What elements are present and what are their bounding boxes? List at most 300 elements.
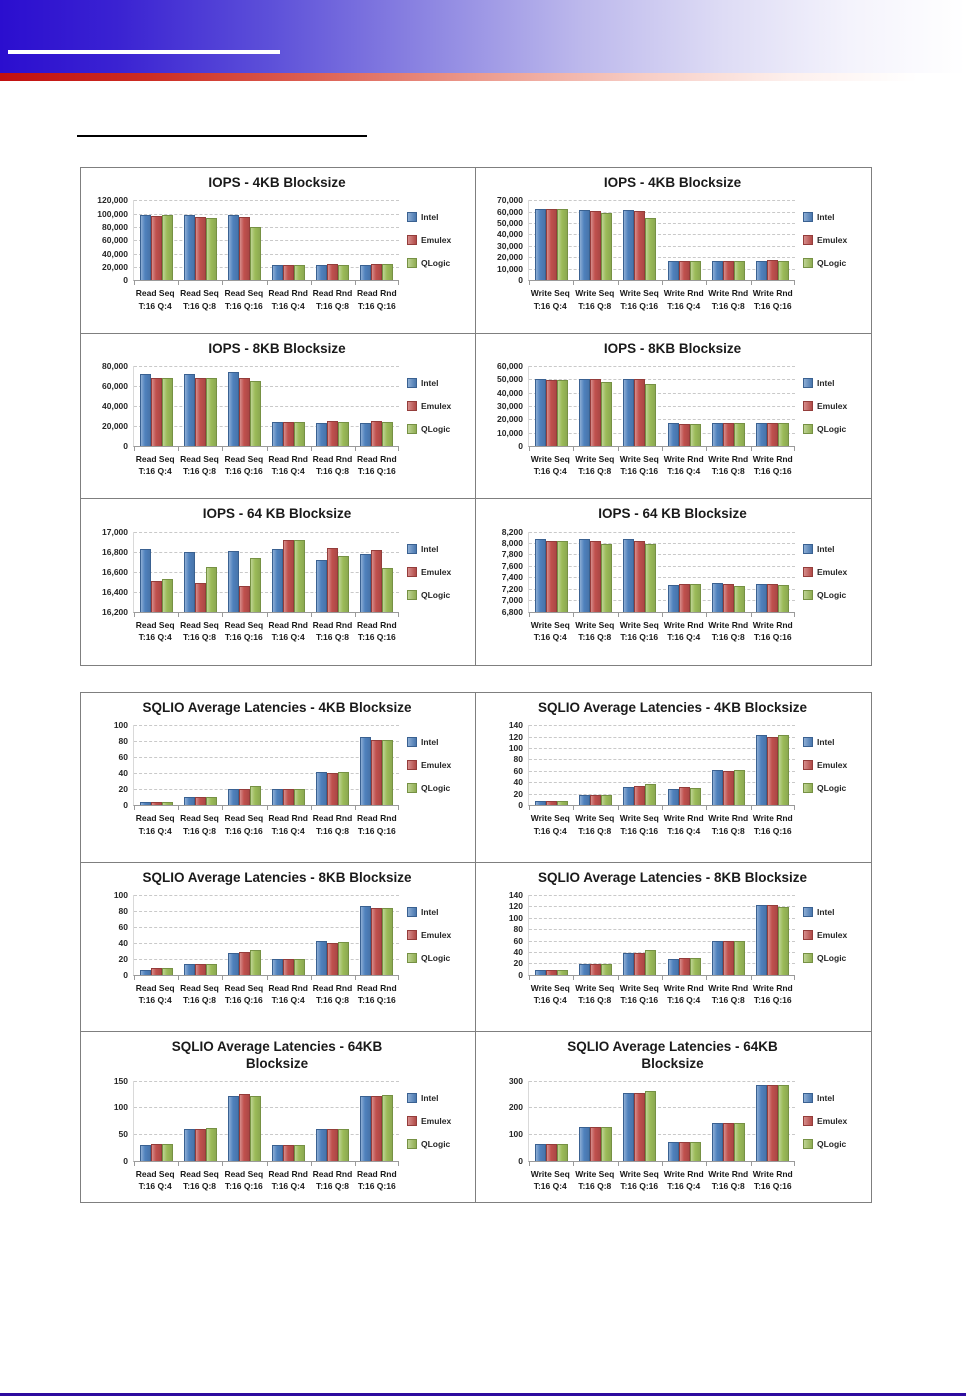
- bar-intel: [623, 379, 634, 445]
- bar-group: [222, 532, 266, 612]
- bar-group: [178, 895, 222, 975]
- chart-title-line: Blocksize: [641, 1055, 704, 1071]
- category-label-line1: Write Rnd: [708, 619, 749, 630]
- x-axis-tick: [355, 976, 356, 980]
- category-label-line1: Read Seq: [135, 453, 175, 464]
- category-label: [706, 287, 751, 312]
- legend-item: [803, 258, 867, 268]
- chart-title: [83, 341, 471, 357]
- category-label-line2: T:16 Q:16: [620, 300, 659, 311]
- legend: [795, 1081, 867, 1161]
- category-label-line2: T:16 Q:4: [533, 300, 567, 311]
- category-label: [266, 453, 310, 478]
- legend-item: [803, 401, 867, 411]
- x-axis-tick: [662, 806, 663, 810]
- x-axis-tick: [529, 976, 530, 980]
- y-tick-label: 60: [513, 935, 523, 946]
- chart-iops-64kb-write: [476, 499, 871, 665]
- x-axis-tick: [222, 1162, 223, 1166]
- chart-body: [83, 526, 471, 617]
- category-label-line1: Write Seq: [575, 1168, 615, 1179]
- legend-swatch-qlogic: [407, 590, 417, 600]
- x-axis-tick: [267, 613, 268, 617]
- x-axis-tick: [311, 1162, 312, 1166]
- bar-intel: [712, 423, 723, 446]
- bar-group: [618, 200, 662, 280]
- category-label-line2: T:16 Q:8: [711, 631, 745, 642]
- legend-label: QLogic: [421, 952, 451, 963]
- bar-group: [751, 366, 795, 446]
- legend-item: [803, 783, 867, 793]
- x-axis-tick: [398, 613, 399, 617]
- legend-swatch-emulex: [803, 235, 813, 245]
- category-label-line1: Read Rnd: [312, 982, 353, 993]
- bar-qlogic: [250, 558, 261, 612]
- bar-qlogic: [690, 958, 701, 975]
- bar-group: [706, 895, 750, 975]
- chart-title-line: IOPS - 8KB Blocksize: [603, 340, 742, 356]
- bar-group: [706, 200, 750, 280]
- y-tick-label: 0: [518, 800, 523, 811]
- category-label-line2: T:16 Q:8: [182, 1181, 217, 1192]
- bar-emulex: [239, 952, 250, 975]
- bar-intel: [228, 953, 239, 975]
- bar-group: [662, 200, 706, 280]
- bars: [529, 200, 795, 280]
- bar-qlogic: [645, 950, 656, 975]
- legend-swatch-intel: [803, 544, 813, 554]
- footer-rule: [0, 1393, 966, 1396]
- category-label: [310, 812, 354, 837]
- x-axis-tick: [355, 281, 356, 285]
- bar-qlogic: [250, 1096, 261, 1161]
- category-label-line1: Write Seq: [530, 288, 570, 299]
- bar-intel: [184, 1129, 195, 1161]
- legend-swatch-qlogic: [407, 1139, 417, 1149]
- bar-intel: [316, 265, 327, 281]
- bar-emulex: [371, 550, 382, 612]
- bar-intel: [184, 552, 195, 612]
- legend-item: [407, 235, 471, 245]
- bar-group: [267, 725, 311, 805]
- bar-intel: [579, 539, 590, 612]
- bar-qlogic: [206, 567, 217, 612]
- bar-emulex: [634, 953, 645, 975]
- bar-group: [706, 366, 750, 446]
- legend-label: Emulex: [421, 566, 452, 577]
- bar-intel: [668, 423, 679, 446]
- bar-group: [618, 366, 662, 446]
- bar-qlogic: [690, 1142, 701, 1161]
- legend-label: Emulex: [421, 400, 452, 411]
- bar-group: [222, 895, 266, 975]
- legend-swatch-qlogic: [803, 258, 813, 268]
- category-label: [751, 1168, 796, 1193]
- category-label-line1: Read Seq: [135, 619, 175, 630]
- category-label: [617, 287, 662, 312]
- legend-item: [407, 1116, 471, 1126]
- category-label-line2: T:16 Q:16: [620, 995, 659, 1006]
- category-label: [573, 619, 618, 644]
- bar-qlogic: [734, 423, 745, 446]
- bar-emulex: [679, 787, 690, 805]
- bar-group: [178, 366, 222, 446]
- y-tick-label: 0: [518, 440, 523, 451]
- category-label-line2: T:16 Q:4: [271, 1181, 305, 1192]
- legend-swatch-emulex: [803, 567, 813, 577]
- bar-intel: [712, 583, 723, 612]
- chart-cell: [81, 334, 476, 500]
- chart-title: [83, 700, 471, 716]
- category-label-line1: Write Seq: [530, 453, 570, 464]
- category-label-line1: Write Seq: [530, 1168, 570, 1179]
- bar-emulex: [371, 421, 382, 446]
- category-label: [133, 1168, 177, 1193]
- y-tick-label: 40: [513, 777, 523, 788]
- bar-intel: [756, 423, 767, 446]
- category-label-line2: T:16 Q:8: [578, 300, 612, 311]
- category-label-line1: Write Seq: [619, 453, 659, 464]
- x-axis-tick: [573, 613, 574, 617]
- chart-title: [83, 870, 471, 886]
- category-label: [706, 453, 751, 478]
- category-label-line1: Write Rnd: [708, 1168, 749, 1179]
- legend-item: [407, 953, 471, 963]
- chart-cell: [476, 1032, 871, 1202]
- bar-emulex: [546, 380, 557, 446]
- category-label-line2: T:16 Q:4: [533, 466, 567, 477]
- bar-emulex: [590, 211, 601, 280]
- legend: [795, 532, 867, 612]
- bar-intel: [272, 1145, 283, 1160]
- bar-emulex: [546, 209, 557, 280]
- category-label: [528, 287, 573, 312]
- category-label-line1: Read Seq: [135, 813, 175, 824]
- category-label-line1: Write Seq: [575, 619, 615, 630]
- y-tick-label: 20: [513, 958, 523, 969]
- bar-qlogic: [382, 568, 393, 612]
- legend-swatch-qlogic: [803, 424, 813, 434]
- bar-qlogic: [206, 964, 217, 975]
- category-label-line2: T:16 Q:8: [711, 995, 745, 1006]
- legend-label: QLogic: [421, 589, 451, 600]
- iops-charts-panel: [80, 167, 872, 666]
- y-tick-label: 100: [113, 720, 128, 731]
- x-axis-tick: [222, 613, 223, 617]
- bar-intel: [272, 959, 283, 975]
- legend-item: [803, 212, 867, 222]
- bar-intel: [668, 261, 679, 281]
- category-label: [662, 619, 707, 644]
- legend-swatch-intel: [803, 1093, 813, 1103]
- category-label: [355, 453, 399, 478]
- bar-intel: [623, 953, 634, 975]
- category-label: [573, 1168, 618, 1193]
- y-tick-label: 0: [518, 969, 523, 980]
- bar-intel: [272, 789, 283, 805]
- bar-emulex: [634, 379, 645, 446]
- x-axis-tick: [706, 1162, 707, 1166]
- bar-group: [706, 725, 750, 805]
- y-tick-label: 40,000: [497, 229, 523, 240]
- bar-group: [178, 1081, 222, 1161]
- bar-qlogic: [162, 378, 173, 446]
- y-tick-label: 70,000: [497, 195, 523, 206]
- category-label: [222, 453, 266, 478]
- bar-qlogic: [734, 941, 745, 975]
- bar-intel: [535, 539, 546, 612]
- legend-item: [407, 1093, 471, 1103]
- x-axis-tick: [222, 976, 223, 980]
- category-label-line1: Read Rnd: [312, 813, 353, 824]
- legend-swatch-qlogic: [803, 590, 813, 600]
- legend-label: Intel: [421, 737, 439, 748]
- bar-group: [267, 200, 311, 280]
- bar-qlogic: [338, 772, 349, 805]
- category-label-line1: Read Seq: [180, 288, 219, 299]
- bar-emulex: [679, 261, 690, 280]
- bar-qlogic: [778, 261, 789, 280]
- x-axis-tick: [662, 613, 663, 617]
- bar-qlogic: [778, 585, 789, 611]
- bars: [529, 725, 795, 805]
- bar-emulex: [546, 1144, 557, 1161]
- category-label-line2: T:16 Q:4: [667, 631, 701, 642]
- chart-body: [83, 889, 471, 980]
- bar-emulex: [283, 959, 294, 975]
- chart-latency-4kb-read: [81, 693, 475, 862]
- category-label: [266, 619, 310, 644]
- category-label: [222, 812, 266, 837]
- bars: [134, 895, 399, 975]
- category-label-line2: T:16 Q:4: [667, 300, 701, 311]
- category-label-line2: T:16 Q:4: [271, 825, 305, 836]
- category-label: [573, 453, 618, 478]
- chart-title-line: SQLIO Average Latencies - 4KB Blocksize: [142, 700, 412, 715]
- category-label: [662, 812, 707, 837]
- x-axis-labels: [133, 982, 399, 1007]
- category-label-line2: T:16 Q:16: [357, 631, 396, 642]
- y-tick-label: 30,000: [497, 240, 523, 251]
- bar-qlogic: [690, 424, 701, 446]
- bar-qlogic: [734, 1123, 745, 1161]
- y-axis: [83, 720, 133, 811]
- category-label-line2: T:16 Q:4: [271, 300, 305, 311]
- category-label-line2: T:16 Q:8: [315, 466, 350, 477]
- category-label-line2: T:16 Q:8: [182, 995, 217, 1006]
- bar-intel: [360, 906, 371, 975]
- bars: [134, 200, 399, 280]
- bar-intel: [360, 423, 371, 446]
- category-label: [528, 619, 573, 644]
- category-label-line1: Read Rnd: [312, 288, 353, 299]
- chart-title-line: IOPS - 4KB Blocksize: [208, 175, 346, 190]
- chart-cell: [81, 168, 476, 334]
- bar-group: [706, 1081, 750, 1161]
- bar-emulex: [239, 1094, 250, 1161]
- bar-qlogic: [382, 422, 393, 446]
- legend-label: Intel: [817, 1092, 835, 1103]
- bar-intel: [316, 1129, 327, 1161]
- category-label-line2: T:16 Q:8: [182, 825, 217, 836]
- bar-intel: [272, 549, 283, 612]
- y-tick-label: 50,000: [497, 218, 523, 229]
- legend-label: QLogic: [817, 258, 847, 269]
- bar-intel: [579, 1127, 590, 1161]
- bar-intel: [360, 1096, 371, 1161]
- x-axis-tick: [222, 281, 223, 285]
- legend-swatch-qlogic: [407, 424, 417, 434]
- legend-swatch-emulex: [407, 930, 417, 940]
- bar-intel: [140, 215, 151, 280]
- legend-swatch-qlogic: [803, 783, 813, 793]
- bar-group: [662, 895, 706, 975]
- y-tick-label: 20,000: [102, 420, 128, 431]
- bar-group: [355, 366, 399, 446]
- bar-group: [355, 1081, 399, 1161]
- x-axis-tick: [311, 976, 312, 980]
- legend-swatch-intel: [407, 378, 417, 388]
- legend: [399, 200, 471, 280]
- x-axis-tick: [222, 806, 223, 810]
- legend-item: [803, 1116, 867, 1126]
- bar-group: [529, 532, 573, 612]
- bar-intel: [184, 374, 195, 446]
- category-label: [751, 982, 796, 1007]
- bar-emulex: [679, 958, 690, 975]
- category-label-line2: T:16 Q:4: [667, 995, 701, 1006]
- bar-group: [267, 895, 311, 975]
- legend-item: [407, 783, 471, 793]
- chart-title-line: SQLIO Average Latencies - 4KB Blocksize: [537, 700, 808, 715]
- legend-item: [407, 1139, 471, 1149]
- bar-qlogic: [645, 784, 656, 805]
- legend-swatch-emulex: [407, 235, 417, 245]
- y-tick-label: 30,000: [497, 400, 523, 411]
- legend-label: Intel: [421, 377, 439, 388]
- category-label-line1: Read Rnd: [356, 288, 397, 299]
- bar-emulex: [546, 970, 557, 975]
- bar-qlogic: [601, 544, 612, 612]
- category-label-line2: T:16 Q:8: [711, 300, 745, 311]
- category-label: [751, 812, 796, 837]
- chart-iops-8kb-read: [81, 334, 475, 499]
- bar-group: [662, 532, 706, 612]
- bar-qlogic: [338, 422, 349, 446]
- category-label-line1: Read Seq: [224, 1168, 264, 1179]
- legend: [399, 1081, 471, 1161]
- x-axis-tick: [311, 613, 312, 617]
- bar-qlogic: [162, 579, 173, 612]
- chart-cell: [81, 863, 476, 1033]
- y-tick-label: 17,000: [102, 526, 128, 537]
- bar-intel: [623, 210, 634, 280]
- bars: [134, 1081, 399, 1161]
- category-label-line1: Write Rnd: [752, 1168, 793, 1179]
- legend: [399, 895, 471, 975]
- bar-emulex: [371, 908, 382, 974]
- legend: [795, 725, 867, 805]
- legend-label: Intel: [421, 543, 439, 554]
- category-label-line1: Write Seq: [530, 619, 570, 630]
- bar-intel: [272, 422, 283, 446]
- legend: [399, 366, 471, 446]
- legend-swatch-emulex: [407, 1116, 417, 1126]
- x-axis-tick: [267, 447, 268, 451]
- bar-group: [134, 725, 178, 805]
- y-tick-label: 80: [118, 736, 128, 747]
- category-label-line1: Write Seq: [530, 982, 570, 993]
- chart-body: [83, 1075, 471, 1166]
- bar-emulex: [283, 422, 294, 446]
- legend-label: Emulex: [421, 929, 452, 940]
- bar-qlogic: [557, 801, 568, 805]
- y-tick-label: 40,000: [102, 248, 128, 259]
- bar-qlogic: [778, 423, 789, 446]
- x-axis-tick: [355, 447, 356, 451]
- chart-body: [478, 1075, 867, 1166]
- bar-group: [529, 1081, 573, 1161]
- bar-intel: [140, 549, 151, 612]
- category-label: [310, 982, 354, 1007]
- x-axis-tick: [618, 976, 619, 980]
- chart-body: [478, 360, 867, 451]
- y-axis: [83, 526, 133, 617]
- y-axis: [83, 360, 133, 451]
- category-label-line2: T:16 Q:4: [667, 466, 701, 477]
- bar-qlogic: [382, 1095, 393, 1161]
- bar-emulex: [195, 797, 206, 805]
- chart-title: [83, 175, 471, 191]
- bar-qlogic: [601, 1127, 612, 1161]
- bar-group: [751, 532, 795, 612]
- chart-title-line: SQLIO Average Latencies - 64KB: [171, 1039, 383, 1055]
- bar-qlogic: [294, 265, 305, 281]
- section-title-underline: [77, 135, 367, 137]
- y-tick-label: 7,000: [501, 595, 523, 606]
- bar-group: [529, 725, 573, 805]
- bar-intel: [272, 265, 283, 281]
- bar-intel: [316, 772, 327, 805]
- bar-qlogic: [645, 384, 656, 446]
- bar-emulex: [590, 964, 601, 975]
- category-label-line1: Write Rnd: [708, 982, 749, 993]
- bar-intel: [712, 941, 723, 975]
- bar-intel: [184, 964, 195, 974]
- x-axis-tick: [529, 613, 530, 617]
- category-label-line1: Write Rnd: [752, 453, 793, 464]
- legend-label: Emulex: [421, 235, 452, 246]
- category-label: [573, 812, 618, 837]
- y-tick-label: 16,400: [102, 586, 128, 597]
- legend-item: [803, 737, 867, 747]
- bar-group: [222, 366, 266, 446]
- bar-emulex: [723, 584, 734, 611]
- category-label-line2: T:16 Q:4: [138, 631, 172, 642]
- x-axis-tick: [267, 976, 268, 980]
- legend-label: QLogic: [817, 783, 847, 794]
- x-axis-tick: [662, 281, 663, 285]
- category-label-line2: T:16 Q:8: [711, 825, 745, 836]
- y-tick-label: 7,200: [501, 583, 523, 594]
- y-tick-label: 10,000: [497, 263, 523, 274]
- category-label: [133, 982, 177, 1007]
- category-label-line1: Read Rnd: [268, 619, 308, 630]
- category-label-line2: T:16 Q:16: [224, 825, 263, 836]
- bar-emulex: [767, 584, 778, 612]
- bar-qlogic: [206, 378, 217, 446]
- category-label: [222, 1168, 266, 1193]
